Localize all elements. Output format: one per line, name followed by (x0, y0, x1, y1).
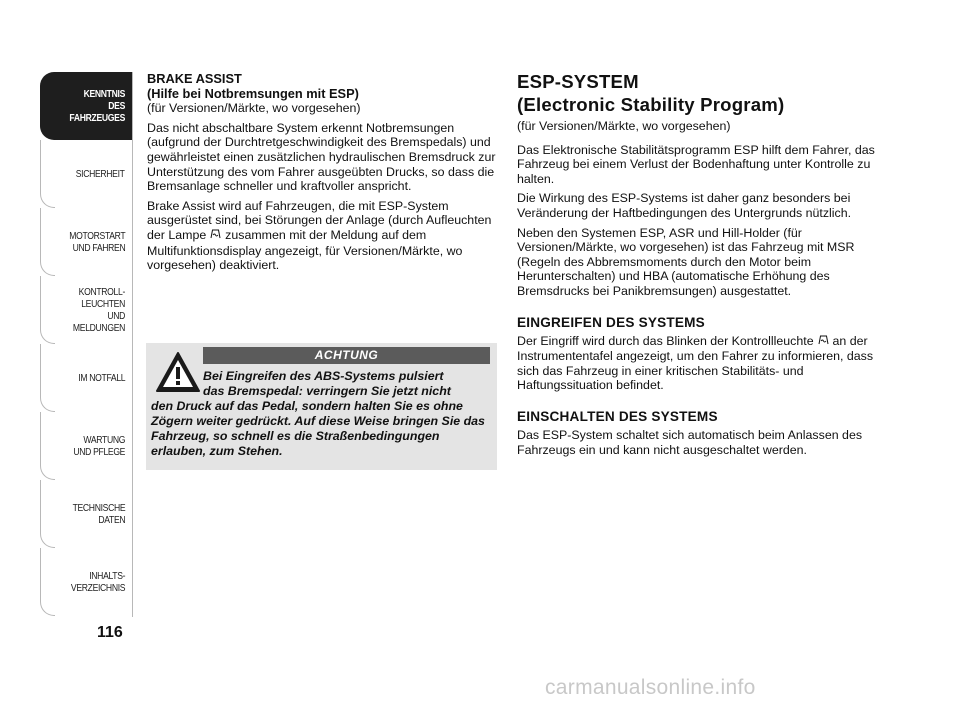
brake-assist-paragraph-2 (147, 199, 497, 273)
brake-assist-heading: BRAKE ASSIST (147, 71, 242, 86)
tab-motorstart-und-fahren[interactable] (40, 208, 133, 276)
tab-label: TECHNISCHE DATEN (72, 502, 125, 526)
brake-assist-note: (für Versionen/Märkte, wo vorgesehen) (147, 101, 361, 116)
brake-assist-paragraph-2-start: Brake Assist wird auf Fahrzeugen, die mit ESP-System ausgerüstet sind, bei Störungen der Anlage (durch Aufleuchten der Lampe (147, 198, 492, 242)
tab-wartung-und-pflege[interactable] (40, 412, 133, 480)
esp-subtitle: (Electronic Stability Program) (517, 94, 785, 115)
page-number: 116 (97, 624, 123, 641)
esp-warning-lamp-icon (210, 228, 222, 244)
tab-sicherheit[interactable] (40, 140, 133, 208)
tab-label: KONTROLL- LEUCHTEN UND MELDUNGEN (72, 286, 125, 334)
esp-note: (für Versionen/Märkte, wo vorgesehen) (517, 119, 731, 133)
tab-label: INHALTS- VERZEICHNIS (70, 570, 125, 594)
tab-inhaltsverzeichnis[interactable] (40, 548, 133, 616)
tab-label: SICHERHEIT (76, 168, 125, 180)
brake-assist-subheading: (Hilfe bei Notbremsungen mit ESP) (147, 85, 359, 101)
eingreifen-paragraph-end: an der Instrumententafel angezeigt, um den Fahrer zu informieren, dass sich das Fahrzeug in einer kritischen Stabilitäts- und Haftungssituation befindet. (517, 333, 874, 393)
tab-kenntnis-des-fahrzeuges[interactable] (40, 72, 133, 140)
eingreifen-paragraph (517, 334, 877, 393)
brake-assist-paragraph-2-end: zusammen mit der Meldung auf dem Multifunktionsdisplay angezeigt, für Versionen/Märkte, wo vorgesehen) deaktiviert. (147, 227, 463, 273)
esp-system-section (517, 70, 877, 457)
watermark: carmanualsonline.info (545, 676, 756, 699)
brake-assist-paragraph-1: Das nicht abschaltbare System erkennt Notbremsungen (aufgrund der Durchtretgeschwindigkeit des Bremspedals) und gewährleistet einen zusätzlichen hydraulischen Bremsdruck zur Unterstützung des vom Fahrer ausgeübten Drucks, so dass die Bremsanlage schneller und kraftvoller anspricht. (147, 120, 496, 194)
warning-title: ACHTUNG (203, 347, 490, 364)
chapter-sidebar (40, 72, 133, 616)
einschalten-paragraph: Das ESP-System schaltet sich automatisch beim Anlassen des Fahrzeugs ein und kann nicht ausgeschaltet werden. (517, 427, 863, 457)
esp-title: ESP-SYSTEM (517, 71, 639, 92)
tab-label: WARTUNG UND PFLEGE (73, 434, 125, 458)
warning-line-1: Bei Eingreifen des ABS-Systems pulsiert (203, 369, 444, 383)
achtung-warning-box (146, 343, 497, 470)
tab-label: KENNTNIS DES FAHRZEUGES (69, 88, 125, 124)
tab-kontrollleuchten-und-meldungen[interactable] (40, 276, 133, 344)
esp-paragraph-1: Das Elektronische Stabilitätsprogramm ESP hilft dem Fahrer, das Fahrzeug bei einem Verlust der Bodenhaftung unter Kontrolle zu halten. (517, 142, 875, 186)
esp-paragraph-3: Neben den Systemen ESP, ASR und Hill-Holder (für Versionen/Märkte, wo vorgesehen) ist das Fahrzeug mit MSR (Regeln des Abbremsmoments durch den Motor beim Herunterschalten) und HBA (automatische Erhöhung des Bremsdrucks bei Panikbremsungen) ausgestattet. (517, 225, 855, 298)
sidebar-divider (132, 72, 133, 617)
eingreifen-paragraph-start: Der Eingriff wird durch das Blinken der Kontrollleuchte (517, 333, 814, 348)
warning-rest: den Druck auf das Pedal, sondern halten Sie es ohne Zögern weiter gedrückt. Auf diese Weise bringen Sie das Fahrzeug, so schnell es die Straßenbedingungen erlauben, zum Stehen. (151, 399, 485, 458)
tab-technische-daten[interactable] (40, 480, 133, 548)
eingreifen-heading: EINGREIFEN DES SYSTEMS (517, 314, 705, 330)
esp-paragraph-2: Die Wirkung des ESP-Systems ist daher ganz besonders bei Veränderung der Haftbedingungen des Untergrunds nützlich. (517, 191, 852, 220)
tab-im-notfall[interactable] (40, 344, 133, 412)
brake-assist-section (147, 72, 497, 273)
einschalten-heading: EINSCHALTEN DES SYSTEMS (517, 408, 718, 424)
tab-label: MOTORSTART UND FAHREN (68, 230, 125, 254)
warning-line-2: das Bremspedal: verringern Sie jetzt nicht (203, 384, 451, 398)
warning-text (151, 369, 491, 459)
tab-label: IM NOTFALL (78, 372, 125, 384)
esp-warning-lamp-icon (817, 334, 829, 350)
